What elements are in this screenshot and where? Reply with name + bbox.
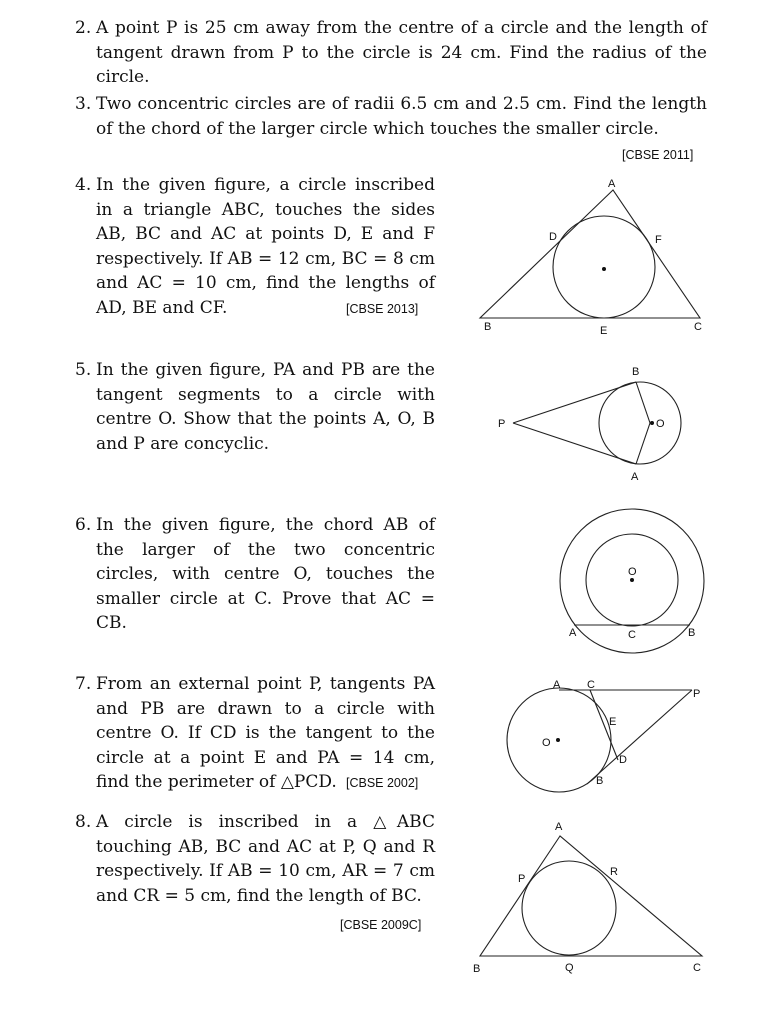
exam-reference-tag: [CBSE 2013] xyxy=(346,302,419,316)
label-f: F xyxy=(655,234,662,246)
problem-text: In the given figure, the chord AB of the larger of the two concentric circles, with centre O, touches the smaller circle at C. Prove that AC = CB. xyxy=(96,515,435,633)
exam-reference-tag: [CBSE 2011] xyxy=(622,148,694,162)
problem-number: 2. xyxy=(75,18,92,38)
label-c: C xyxy=(628,629,636,641)
problem-number: 7. xyxy=(75,674,92,694)
label-p: P xyxy=(498,418,506,430)
problem-text: In the given figure, PA and PB are the tangent segments to a circle with centre O. Show that the points A, O, B and P are concyclic. xyxy=(96,360,435,454)
label-o: O xyxy=(656,418,665,430)
label-b: B xyxy=(632,366,640,378)
exam-reference-tag: [CBSE 2002] xyxy=(346,776,419,790)
figure-6-concentric-circles xyxy=(560,509,704,653)
problem-text: A circle is inscribed in a △ABC touching AB, BC and AC at P, Q and R respectively. If AB = 10 cm, AR = 7 cm and CR = 5 cm, find the length of BC. xyxy=(96,812,435,906)
problem-number: 4. xyxy=(75,175,92,195)
problem-number: 6. xyxy=(75,515,92,535)
label-a: A xyxy=(555,821,563,833)
problem-number: 8. xyxy=(75,812,92,832)
label-q: Q xyxy=(565,962,574,974)
label-c: C xyxy=(587,679,595,691)
label-d: D xyxy=(619,754,627,766)
centre-dot xyxy=(650,421,654,425)
label-b: B xyxy=(596,775,604,787)
problem-text: Two concentric circles are of radii 6.5 cm and 2.5 cm. Find the length of the chord of the larger circle which touches the smaller circle. xyxy=(96,94,707,139)
label-c: C xyxy=(693,962,701,974)
label-e: E xyxy=(600,325,608,337)
radii xyxy=(636,382,650,464)
problem-text: In the given figure, a circle inscribed in a triangle ABC, touches the sides AB, BC and AC at points D, E and F respectively. If AB = 12 cm, BC = 8 cm and AC = 10 cm, find the lengths of AD, BE and CF. xyxy=(96,175,435,318)
exam-reference-tag: [CBSE 2009C] xyxy=(340,918,422,932)
label-p: P xyxy=(693,688,701,700)
figure-8-incircle-triangle xyxy=(473,821,702,975)
label-b: B xyxy=(484,321,492,333)
label-d: D xyxy=(549,231,557,243)
problem-number: 3. xyxy=(75,94,92,114)
centre-dot xyxy=(630,578,634,582)
figure-4-incircle-triangle xyxy=(480,178,702,337)
triangle-abc xyxy=(480,190,700,318)
tangent-pb xyxy=(587,690,692,784)
figure-5-tangents xyxy=(498,366,681,483)
problem-text: A point P is 25 cm away from the centre of a circle and the length of tangent drawn from P to the circle is 24 cm. Find the radius of the circle. xyxy=(96,18,707,87)
label-a: A xyxy=(569,627,577,639)
label-c: C xyxy=(694,321,702,333)
problem-text: From an external point P, tangents PA and PB are drawn to a circle with centre O. If CD is the tangent to the circle at a point E and PA = 14 cm, find the perimeter of △PCD. xyxy=(96,674,435,792)
label-a: A xyxy=(553,679,561,691)
label-r: R xyxy=(610,866,618,878)
label-e: E xyxy=(609,716,617,728)
label-o: O xyxy=(542,737,551,749)
label-b: B xyxy=(473,963,481,975)
label-o: O xyxy=(628,566,637,578)
centre-dot xyxy=(556,738,560,742)
label-a: A xyxy=(631,471,639,483)
label-b: B xyxy=(688,627,696,639)
incircle xyxy=(522,861,616,955)
tangent-lines xyxy=(513,382,636,464)
label-p: P xyxy=(518,873,526,885)
triangle-abc xyxy=(480,836,702,956)
centre-dot xyxy=(602,267,606,271)
label-a: A xyxy=(608,178,616,190)
figure-7-tangent-cd xyxy=(507,679,700,792)
problem-number: 5. xyxy=(75,360,92,380)
